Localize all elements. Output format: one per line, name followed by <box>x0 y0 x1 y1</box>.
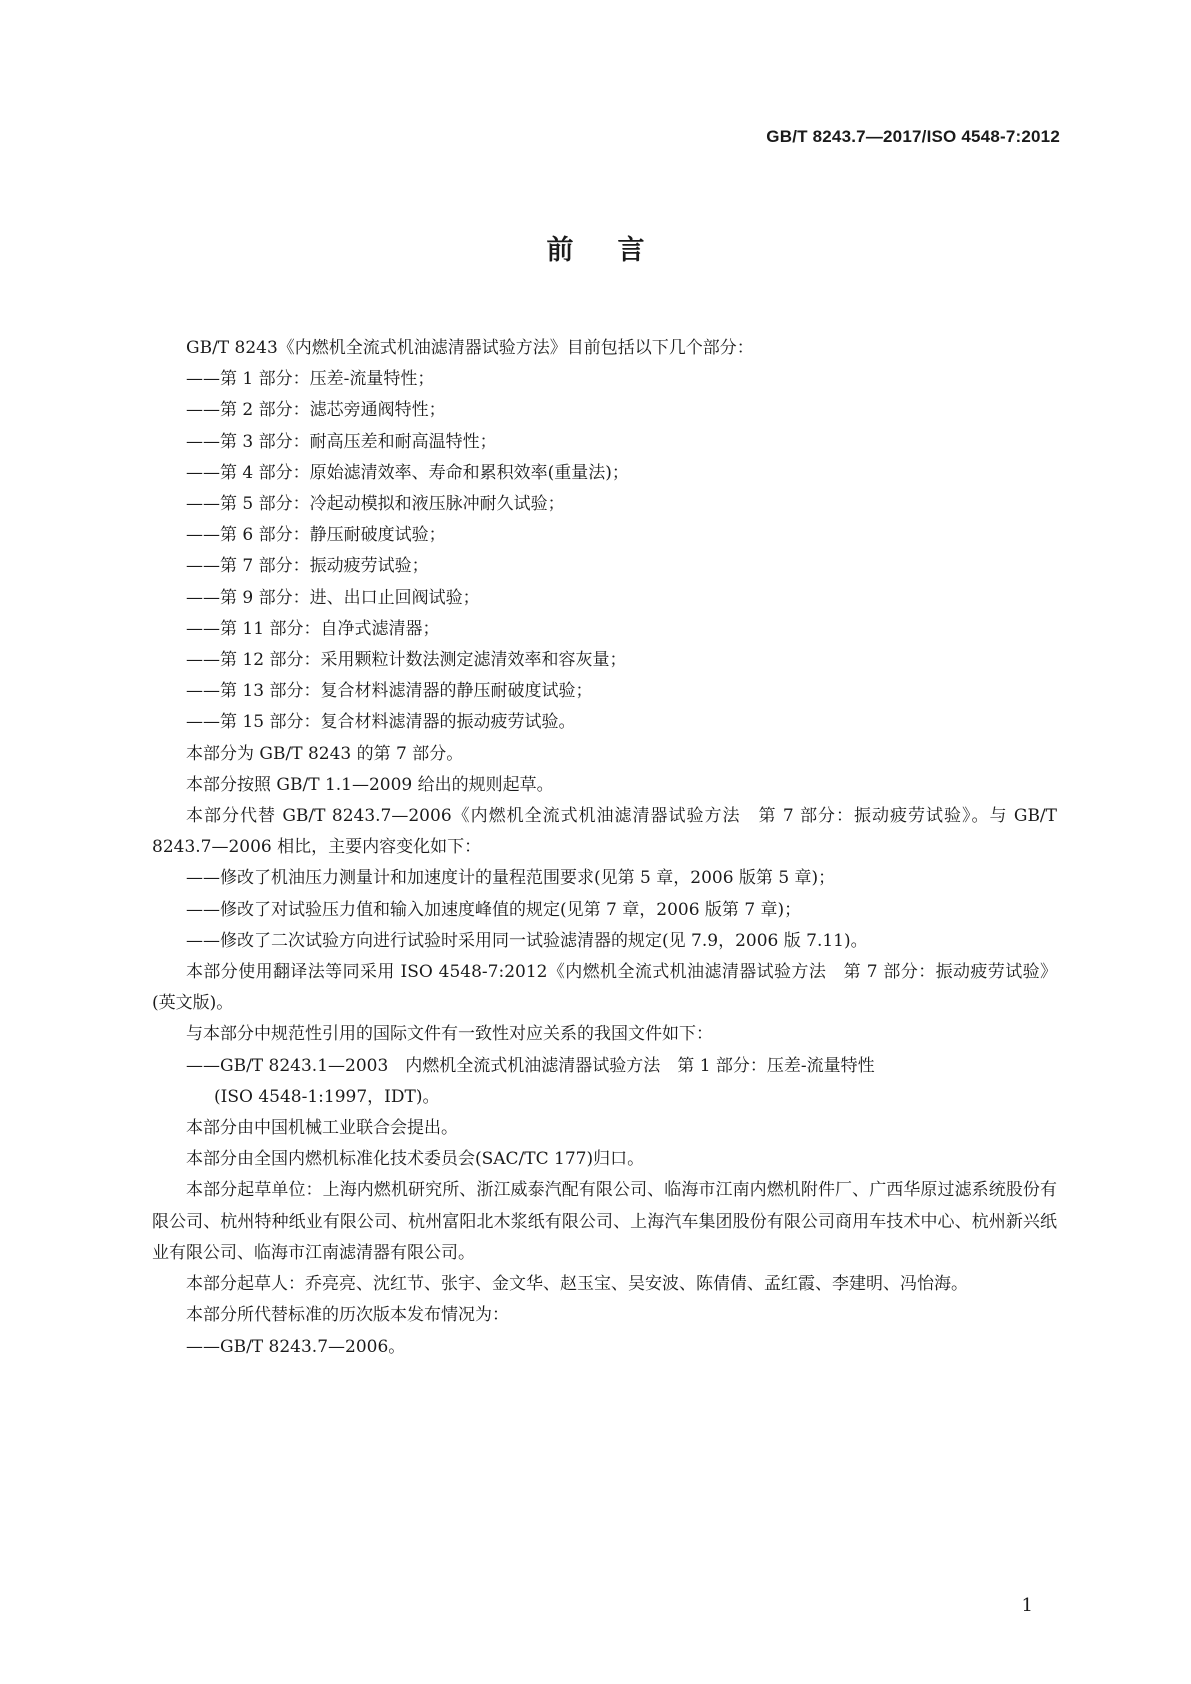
part-list-item: ——第 1 部分：压差-流量特性； <box>186 369 435 390</box>
reference-item: ——GB/T 8243.1—2003 内燃机全流式机油滤清器试验方法 第 1 部分：压差-流量特性 <box>186 1055 875 1076</box>
change-list-item: ——修改了对试验压力值和输入加速度峰值的规定(见第 7 章，2006 版第 7 章)； <box>186 899 802 920</box>
drafters: 本部分起草人：乔亮亮、沈红节、张宇、金文华、赵玉宝、吴安波、陈倩倩、孟红霞、李建明、冯怡海。 <box>186 1274 968 1295</box>
part-list-item: ——第 4 部分：原始滤清效率、寿命和累积效率(重量法)； <box>186 462 629 483</box>
part-list-item: ——第 5 部分：冷起动模拟和液压脉冲耐久试验； <box>186 494 565 515</box>
part-list-item: ——第 13 部分：复合材料滤清器的静压耐破度试验； <box>186 681 593 702</box>
reference-intro: 与本部分中规范性引用的国际文件有一致性对应关系的我国文件如下： <box>186 1024 713 1045</box>
replacement-statement: 本部分代替 GB/T 8243.7—2006《内燃机全流式机油滤清器试验方法 第 7 部分：振动疲劳试验》。与 GB/T 8243.7—2006 相比，主要内容变化如下： <box>152 806 1057 858</box>
part-statement: 本部分为 GB/T 8243 的第 7 部分。 <box>186 743 464 764</box>
drafting-rules-statement: 本部分按照 GB/T 1.1—2009 给出的规则起草。 <box>186 774 554 795</box>
history-item: ——GB/T 8243.7—2006。 <box>186 1336 406 1357</box>
page-title: 前言 <box>546 235 689 266</box>
proposer-statement: 本部分由中国机械工业联合会提出。 <box>186 1118 458 1139</box>
change-list-item: ——修改了机油压力测量计和加速度计的量程范围要求(见第 5 章，2006 版第 5 章)； <box>186 868 836 889</box>
committee-statement: 本部分由全国内燃机标准化技术委员会(SAC/TC 177)归口。 <box>186 1149 645 1170</box>
history-intro: 本部分所代替标准的历次版本发布情况为： <box>186 1305 509 1326</box>
page-number: 1 <box>1021 1595 1033 1616</box>
part-list-item: ——第 15 部分：复合材料滤清器的振动疲劳试验。 <box>186 712 576 733</box>
standard-code: GB/T 8243.7—2017/ISO 4548-7:2012 <box>766 127 1060 146</box>
intro-paragraph: GB/T 8243《内燃机全流式机油滤清器试验方法》目前包括以下几个部分： <box>186 338 754 358</box>
change-list-item: ——修改了二次试验方向进行试验时采用同一试验滤清器的规定(见 7.9，2006 版 7.11)。 <box>186 930 868 951</box>
foreword-body <box>152 333 1057 1363</box>
part-list-item: ——第 9 部分：进、出口止回阀试验； <box>186 587 480 608</box>
part-list-item: ——第 3 部分：耐高压差和耐高温特性； <box>186 431 497 452</box>
reference-item-continuation: (ISO 4548-1:1997，IDT)。 <box>214 1086 440 1107</box>
part-list-item: ——第 2 部分：滤芯旁通阀特性； <box>186 400 446 421</box>
part-list-item: ——第 12 部分：采用颗粒计数法测定滤清效率和容灰量； <box>186 650 627 671</box>
drafting-units: 本部分起草单位：上海内燃机研究所、浙江威泰汽配有限公司、临海市江南内燃机附件厂、广西华原过滤系统股份有限公司、杭州特种纸业有限公司、杭州富阳北木浆纸有限公司、上海汽车集团股份有限公司商用车技术中心、杭州新兴纸业有限公司、临海市江南滤清器有限公司。 <box>152 1180 1057 1263</box>
part-list-item: ——第 11 部分：自净式滤清器； <box>186 618 440 639</box>
part-list-item: ——第 6 部分：静压耐破度试验； <box>186 525 446 546</box>
part-list-item: ——第 7 部分：振动疲劳试验； <box>186 556 429 577</box>
adoption-statement: 本部分使用翻译法等同采用 ISO 4548-7:2012《内燃机全流式机油滤清器试验方法 第 7 部分：振动疲劳试验》(英文版)。 <box>152 962 1057 1014</box>
